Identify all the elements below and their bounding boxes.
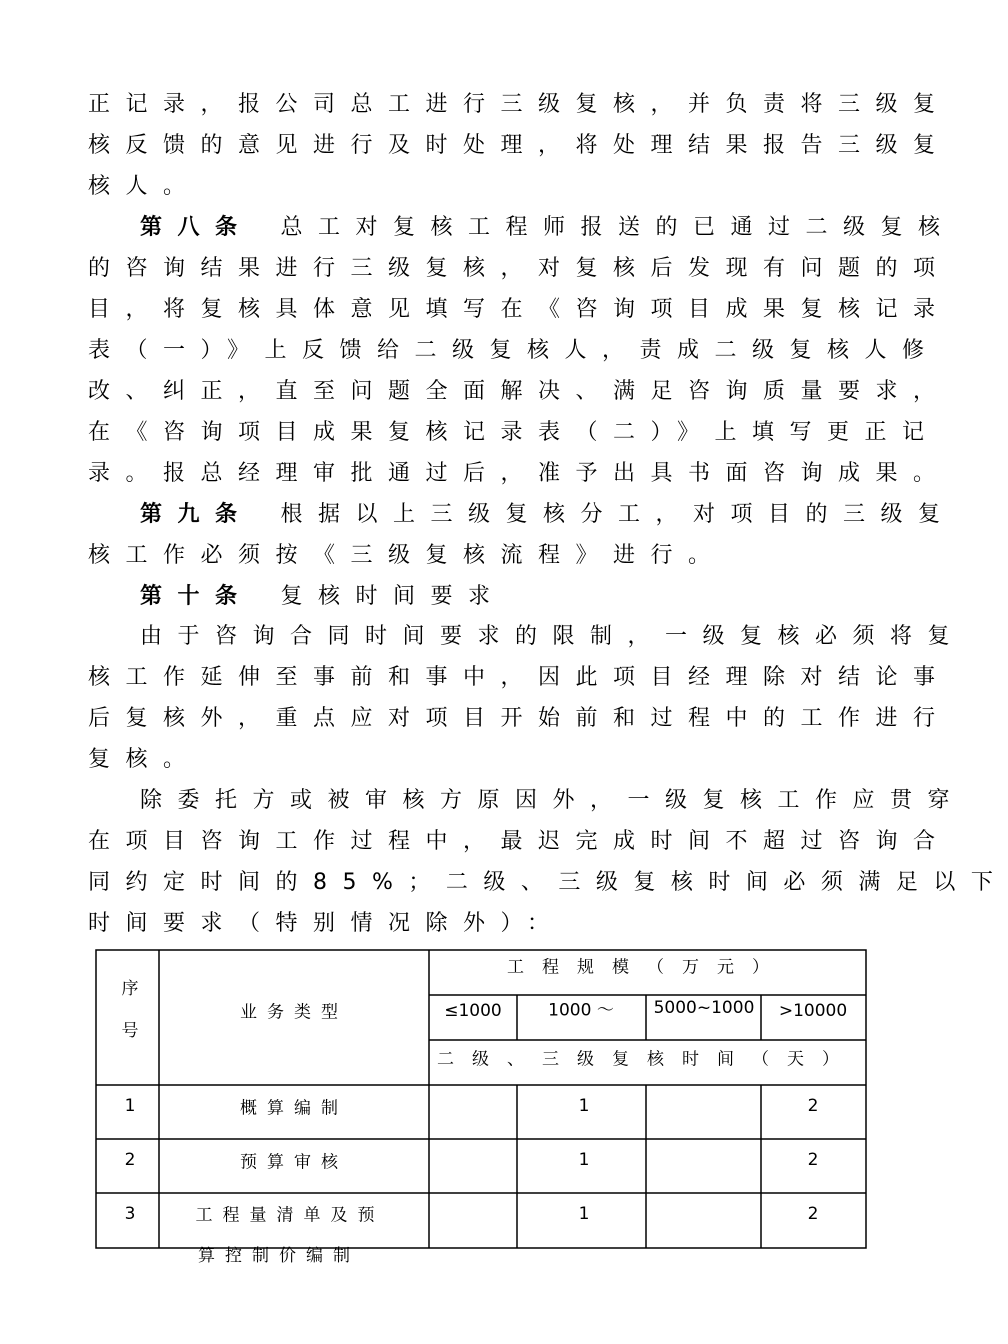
scale-col-1: ≤1000 bbox=[444, 1001, 502, 1021]
row-3-c2: 1 bbox=[578, 1204, 590, 1224]
paragraph-line: 在《咨询项目成果复核记录表（二）》上填写更正记 bbox=[88, 420, 940, 445]
row-3-no: 3 bbox=[124, 1204, 136, 1224]
article-8-text: 总工对复核工程师报送的已通过二级复核 bbox=[280, 215, 956, 240]
scale-col-4: >10000 bbox=[778, 1001, 848, 1021]
header-seq: 序号 bbox=[121, 979, 139, 1041]
row-2-no: 2 bbox=[124, 1150, 136, 1170]
row-1-c4: 2 bbox=[807, 1096, 819, 1116]
paragraph-line: 核工作必须按《三级复核流程》进行。 bbox=[88, 543, 726, 568]
paragraph-line: 核人。 bbox=[88, 174, 201, 199]
paragraph-line: 除委托方或被审核方原因外，一级复核工作应贯穿 bbox=[140, 788, 966, 813]
paragraph-line: 后复核外，重点应对项目开始前和过程中的工作进行 bbox=[88, 706, 951, 731]
scale-col-3: 5000~1000 bbox=[653, 998, 755, 1018]
row-3-type-continued: 算控制价编制 bbox=[198, 1246, 360, 1266]
row-1-c2: 1 bbox=[578, 1096, 590, 1116]
paragraph-line: 同约定时间的85%；二级、三级复核时间必须满足以下 bbox=[88, 870, 1008, 895]
article-9-label: 第九条 bbox=[140, 502, 253, 527]
paragraph-line: 由于咨询合同时间要求的限制，一级复核必须将复 bbox=[140, 624, 966, 649]
scale-col-2: 1000 ～ bbox=[548, 1000, 614, 1021]
row-3-c4: 2 bbox=[807, 1204, 819, 1224]
paragraph-line: 目，将复核具体意见填写在《咨询项目成果复核记录 bbox=[88, 297, 951, 322]
paragraph-line: 时间要求（特别情况除外）： bbox=[88, 911, 565, 936]
header-business-type: 业务类型 bbox=[240, 1002, 348, 1023]
row-2-c4: 2 bbox=[807, 1150, 819, 1170]
paragraph-line: 的咨询结果进行三级复核，对复核后发现有问题的项 bbox=[88, 256, 951, 281]
paragraph-line: 核工作延伸至事前和事中，因此项目经理除对结论事 bbox=[88, 665, 951, 690]
paragraph-line: 改、纠正，直至问题全面解决、满足咨询质量要求， bbox=[88, 379, 951, 404]
paragraph-line: 复核。 bbox=[88, 747, 201, 772]
paragraph-line: 录。报总经理审批通过后，准予出具书面咨询成果。 bbox=[88, 461, 951, 486]
paragraph-line: 正记录，报公司总工进行三级复核，并负责将三级复 bbox=[88, 92, 951, 117]
row-1-type: 概算编制 bbox=[240, 1098, 348, 1119]
row-2-c2: 1 bbox=[578, 1150, 590, 1170]
row-2-type: 预算审核 bbox=[240, 1152, 348, 1173]
header-project-scale: 工程规模（万元） bbox=[507, 957, 787, 978]
paragraph-line: 核反馈的意见进行及时处理，将处理结果报告三级复 bbox=[88, 133, 951, 158]
article-10-text: 复核时间要求 bbox=[280, 584, 506, 609]
header-review-time: 二级、三级复核时间（天） bbox=[437, 1049, 857, 1070]
row-3-type: 工程量清单及预 bbox=[195, 1205, 385, 1226]
article-10-label: 第十条 bbox=[140, 584, 253, 609]
paragraph-line: 在项目咨询工作过程中，最迟完成时间不超过咨询合 bbox=[88, 829, 951, 854]
row-1-no: 1 bbox=[124, 1096, 136, 1116]
article-9-text: 根据以上三级复核分工，对项目的三级复 bbox=[280, 502, 956, 527]
paragraph-line: 表（一）》上反馈给二级复核人，责成二级复核人修 bbox=[88, 338, 940, 363]
article-8-label: 第八条 bbox=[140, 215, 253, 240]
